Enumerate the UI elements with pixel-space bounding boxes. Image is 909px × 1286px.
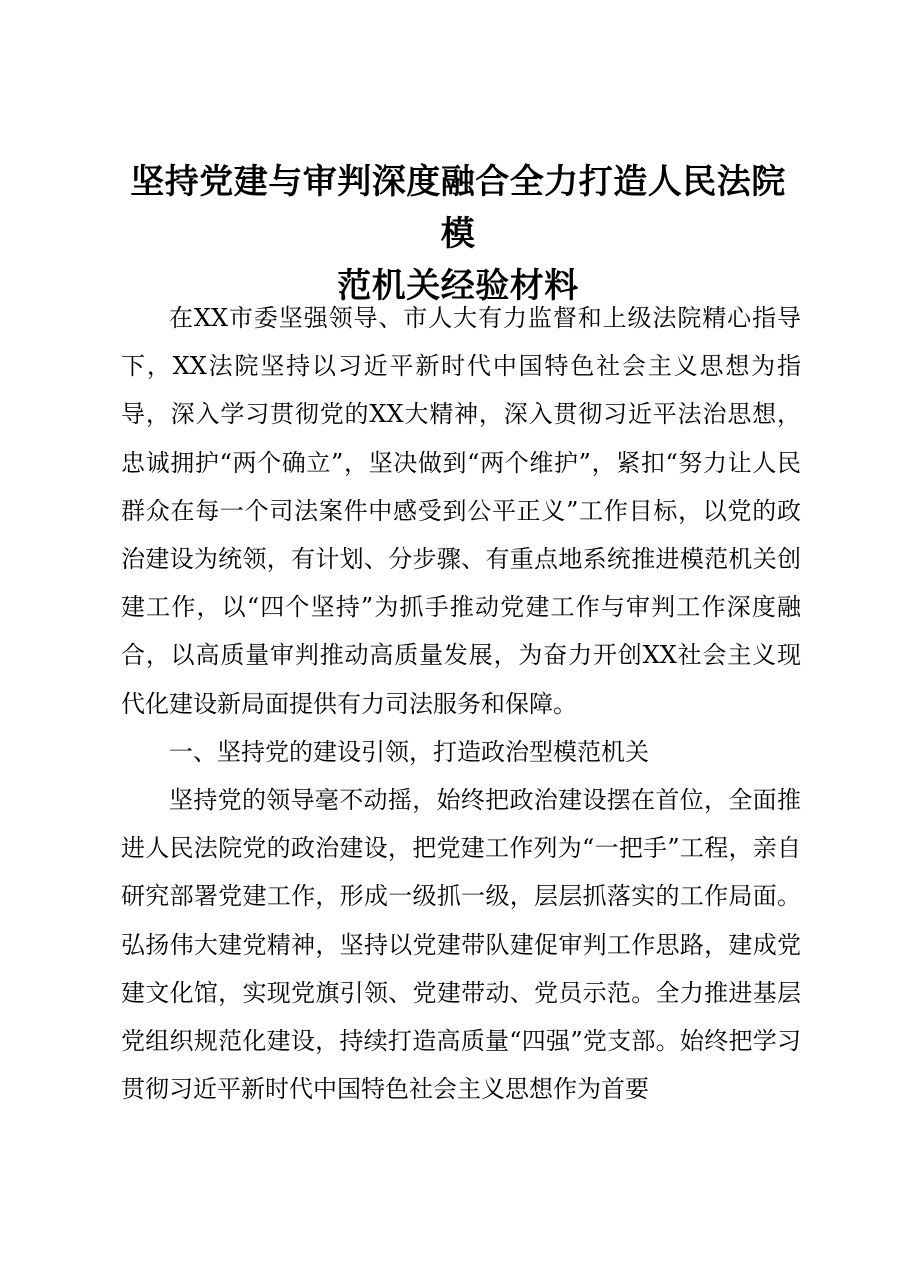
title-line-1: 坚持党建与审判深度融合全力打造人民法院模 <box>130 162 786 254</box>
paragraph-intro: 在XX市委坚强领导、市人大有力监督和上级法院精心指导下，XX法院坚持以习近平新时代中国特色社会主义思想为指导，深入学习贯彻党的XX大精神，深入贯彻习近平法治思想，忠诚拥护“两个确立”，坚决做到“两个维护”，紧扣“努力让人民群众在每一个司法案件中感受到公平正义”工作目标，以党的政治建设为统领，有计划、分步骤、有重点地系统推进模范机关创建工作，以“四个坚持”为抓手推动党建工作与审判工作深度融合，以高质量审判推动高质量发展，为奋力开创XX社会主义现代化建设新局面提供有力司法服务和保障。 <box>121 304 801 718</box>
section-heading-1: 一、坚持党的建设引领，打造政治型模范机关 <box>169 737 649 766</box>
document-title <box>118 156 798 312</box>
paragraph-section-1: 坚持党的领导毫不动摇，始终把政治建设摆在首位，全面推进人民法院党的政治建设，把党建工作列为“一把手”工程，亲自研究部署党建工作，形成一级抓一级，层层抓落实的工作局面。弘扬伟大建党精神，坚持以党建带队建促审判工作思路，建成党建文化馆，实现党旗引领、党建带动、党员示范。全力推进基层党组织规范化建设，持续打造高质量“四强”党支部。始终把学习贯彻习近平新时代中国特色社会主义思想作为首要 <box>121 786 801 1104</box>
document-body <box>121 294 801 1113</box>
title-line-2: 范机关经验材料 <box>337 266 579 306</box>
